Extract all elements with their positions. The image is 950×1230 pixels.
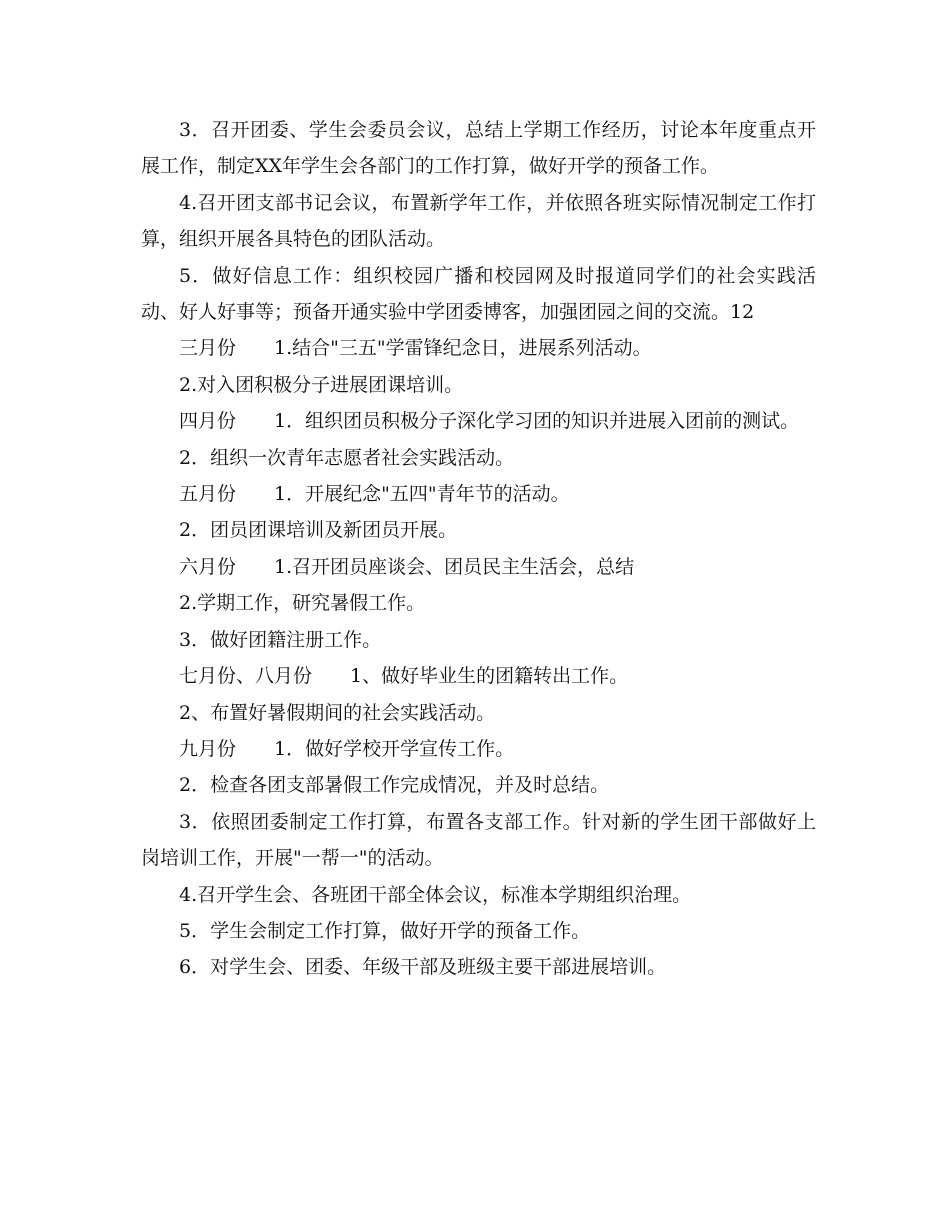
document-body — [141, 112, 816, 986]
paragraph-september-2: 2．检查各团支部暑假工作完成情况，并及时总结。 — [179, 774, 610, 797]
paragraph-september-5: 5．学生会制定工作打算，做好开学的预备工作。 — [179, 919, 591, 942]
paragraph-march-1: 三月份 1.结合"三五"学雷锋纪念日，进展系列活动。 — [179, 337, 652, 360]
paragraph-april-2: 2．组织一次青年志愿者社会实践活动。 — [179, 446, 515, 469]
paragraph-item-4: 4.召开团支部书记会议，布置新学年工作，并依照各班实际情况制定工作打算，组织开展各具特色的团队活动。 — [141, 191, 816, 251]
paragraph-june-3: 3．做好团籍注册工作。 — [179, 628, 382, 651]
paragraph-july-august-1: 七月份、八月份 1、做好毕业生的团籍转出工作。 — [179, 665, 629, 688]
paragraph-september-3: 3．依照团委制定工作打算，布置各支部工作。针对新的学生团干部做好上岗培训工作，开展"一帮一"的活动。 — [141, 810, 816, 870]
paragraph-may-2: 2．团员团课培训及新团员开展。 — [179, 519, 458, 542]
paragraph-september-6: 6．对学生会、团委、年级干部及班级主要干部进展培训。 — [179, 956, 667, 979]
paragraph-may-1: 五月份 1．开展纪念"五四"青年节的活动。 — [179, 483, 570, 506]
paragraph-june-1: 六月份 1.召开团员座谈会、团员民主生活会，总结 — [179, 555, 635, 578]
paragraph-september-4: 4.召开学生会、各班团干部全体会议，标准本学期组织治理。 — [179, 883, 692, 906]
paragraph-march-2: 2.对入团积极分子进展团课培训。 — [179, 373, 464, 396]
paragraph-june-2: 2.学期工作，研究暑假工作。 — [179, 592, 426, 615]
paragraph-item-5: 5．做好信息工作：组织校园广播和校园网及时报道同学们的社会实践活动、好人好事等；预备开通实验中学团委博客，加强团园之间的交流。12 — [141, 264, 816, 324]
paragraph-april-1: 四月份 1．组织团员积极分子深化学习团的知识并进展入团前的测试。 — [179, 410, 800, 433]
paragraph-item-3: 3．召开团委、学生会委员会议，总结上学期工作经历，讨论本年度重点开展工作，制定XX年学生会各部门的工作打算，做好开学的预备工作。 — [141, 119, 816, 178]
paragraph-july-august-2: 2、布置好暑假期间的社会实践活动。 — [179, 701, 496, 724]
paragraph-september-1: 九月份 1．做好学校开学宣传工作。 — [179, 737, 515, 760]
